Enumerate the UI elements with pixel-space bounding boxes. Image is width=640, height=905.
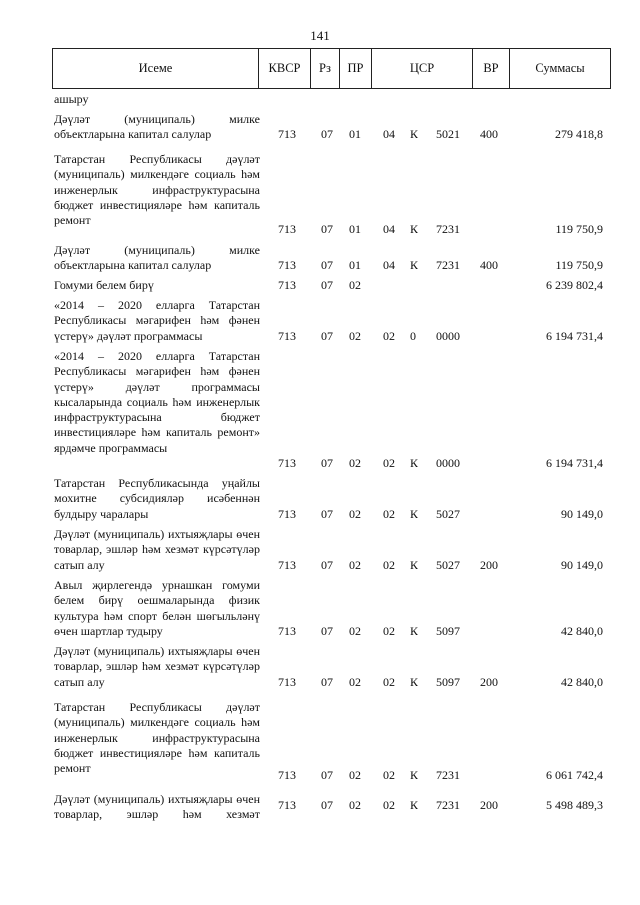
row-csr-program: 02 — [383, 329, 395, 343]
row-pr: 02 — [349, 329, 361, 343]
row-csr-subprogram: К — [410, 258, 419, 272]
row-kvsr: 713 — [278, 624, 296, 638]
row-pr: 01 — [349, 258, 361, 272]
row-description: Авыл җирлегендә урнашкан гомуми белем бирү оешмаларында физик культура һәм спорт белән шөгыльләнү өчен шартлар тудыру — [54, 578, 260, 638]
row-rz: 07 — [321, 507, 333, 521]
row-description: Татарстан Республикасында уңайлы мохитне субсидияләр исәбеннән булдыру чаралары — [54, 476, 260, 521]
row-vr: 200 — [480, 798, 498, 812]
row-csr-direction: 5097 — [436, 624, 460, 638]
row-csr-subprogram: К — [410, 558, 419, 572]
row-kvsr: 713 — [278, 278, 296, 292]
row-description: Татарстан Республикасы дәүләт (муниципаль) милкендәге социаль һәм инженерлык инфраструктурасына бюджет инвестицияләре һәм капиталь ремонт — [54, 700, 260, 776]
header-name: Исеме — [53, 49, 259, 88]
row-sum: 6 194 731,4 — [546, 329, 603, 343]
page-number: 141 — [310, 28, 330, 43]
row-pr: 02 — [349, 558, 361, 572]
row-rz: 07 — [321, 798, 333, 812]
row-kvsr: 713 — [278, 456, 296, 470]
header-sum: Суммасы — [535, 61, 585, 75]
row-csr-program: 04 — [383, 258, 395, 272]
row-csr-subprogram: 0 — [410, 329, 416, 343]
row-kvsr: 713 — [278, 258, 296, 272]
row-description: Дәүләт (муниципаль) милке объектларына капитал салулар — [54, 112, 260, 142]
continuation-text: ашыру — [54, 92, 89, 106]
header-rz: Рз — [311, 49, 340, 88]
row-csr-subprogram: К — [410, 222, 419, 236]
row-csr-direction: 7231 — [436, 768, 460, 782]
row-csr-program: 02 — [383, 507, 395, 521]
row-csr-program: 02 — [383, 675, 395, 689]
row-rz: 07 — [321, 558, 333, 572]
row-description: «2014 – 2020 елларга Татарстан Республикасы мәгарифен һәм фәнен үстерү» дәүләт программасы — [54, 298, 260, 343]
row-rz: 07 — [321, 624, 333, 638]
row-sum: 90 149,0 — [561, 507, 603, 521]
row-pr: 02 — [349, 456, 361, 470]
row-kvsr: 713 — [278, 329, 296, 343]
row-sum: 119 750,9 — [555, 222, 603, 236]
row-csr-program: 04 — [383, 222, 395, 236]
row-csr-direction: 5021 — [436, 127, 460, 141]
row-pr: 01 — [349, 222, 361, 236]
row-csr-program: 04 — [383, 127, 395, 141]
row-kvsr: 713 — [278, 675, 296, 689]
row-csr-direction: 7231 — [436, 258, 460, 272]
row-csr-subprogram: К — [410, 624, 419, 638]
row-rz: 07 — [321, 675, 333, 689]
row-csr-direction: 5097 — [436, 675, 460, 689]
row-kvsr: 713 — [278, 222, 296, 236]
row-csr-direction: 5027 — [436, 507, 460, 521]
row-csr-direction: 7231 — [436, 222, 460, 236]
row-rz: 07 — [321, 278, 333, 292]
row-rz: 07 — [321, 329, 333, 343]
row-pr: 02 — [349, 507, 361, 521]
row-description: Дәүләт (муниципаль) милке объектларына капитал салулар — [54, 243, 260, 273]
row-rz: 07 — [321, 258, 333, 272]
row-sum: 42 840,0 — [561, 675, 603, 689]
row-csr-subprogram: К — [410, 768, 419, 782]
row-vr: 400 — [480, 258, 498, 272]
row-sum: 279 418,8 — [555, 127, 603, 141]
row-rz: 07 — [321, 456, 333, 470]
header-pr: ПР — [340, 49, 372, 88]
row-kvsr: 713 — [278, 127, 296, 141]
row-csr-program: 02 — [383, 456, 395, 470]
row-vr: 200 — [480, 558, 498, 572]
row-sum: 119 750,9 — [555, 258, 603, 272]
row-pr: 01 — [349, 127, 361, 141]
row-csr-subprogram: К — [410, 507, 419, 521]
row-rz: 07 — [321, 127, 333, 141]
row-csr-subprogram: К — [410, 675, 419, 689]
row-description: Дәүләт (муниципаль) ихтыяҗлары өчен товарлар, эшләр һәм хезмәт — [54, 792, 260, 822]
row-csr-direction: 0000 — [436, 329, 460, 343]
row-kvsr: 713 — [278, 768, 296, 782]
row-kvsr: 713 — [278, 507, 296, 521]
header-csr: ЦСР — [372, 49, 473, 88]
row-rz: 07 — [321, 222, 333, 236]
row-pr: 02 — [349, 768, 361, 782]
row-csr-program: 02 — [383, 768, 395, 782]
row-csr-direction: 5027 — [436, 558, 460, 572]
row-sum: 6 239 802,4 — [546, 278, 603, 292]
row-csr-subprogram: К — [410, 456, 419, 470]
row-pr: 02 — [349, 624, 361, 638]
row-csr-program: 02 — [383, 558, 395, 572]
row-csr-subprogram: К — [410, 798, 419, 812]
row-csr-program: 02 — [383, 798, 395, 812]
row-vr: 200 — [480, 675, 498, 689]
row-pr: 02 — [349, 675, 361, 689]
row-description: Гомуми белем бирү — [54, 278, 154, 292]
row-kvsr: 713 — [278, 798, 296, 812]
table-header — [52, 48, 611, 89]
row-description: Дәүләт (муниципаль) ихтыяҗлары өчен товарлар, эшләр һәм хезмәт күрсәтүләр сатып алу — [54, 527, 260, 572]
row-description: Дәүләт (муниципаль) ихтыяҗлары өчен товарлар, эшләр һәм хезмәт күрсәтүләр сатып алу — [54, 644, 260, 689]
row-sum: 42 840,0 — [561, 624, 603, 638]
row-description: Татарстан Республикасы дәүләт (муниципаль) милкендәге социаль һәм инженерлык инфраструктурасына бюджет инвестицияләре һәм капиталь ремонт — [54, 152, 260, 228]
row-sum: 6 194 731,4 — [546, 456, 603, 470]
row-sum: 90 149,0 — [561, 558, 603, 572]
header-kvsr: КВСР — [259, 49, 311, 88]
header-vr: ВР — [473, 49, 510, 88]
row-sum: 5 498 489,3 — [546, 798, 603, 812]
row-pr: 02 — [349, 278, 361, 292]
row-vr: 400 — [480, 127, 498, 141]
row-csr-program: 02 — [383, 624, 395, 638]
row-csr-direction: 0000 — [436, 456, 460, 470]
row-kvsr: 713 — [278, 558, 296, 572]
row-pr: 02 — [349, 798, 361, 812]
row-description: «2014 – 2020 елларга Татарстан Республикасы мәгарифен һәм фәнен үстерү» дәүләт программасы кысаларында социаль һәм инженерлык инфраструктурасына бюджет инвестицияләре һәм капиталь ремонт» ярдәмче программасы — [54, 349, 260, 455]
row-csr-subprogram: К — [410, 127, 419, 141]
row-rz: 07 — [321, 768, 333, 782]
row-sum: 6 061 742,4 — [546, 768, 603, 782]
row-csr-direction: 7231 — [436, 798, 460, 812]
